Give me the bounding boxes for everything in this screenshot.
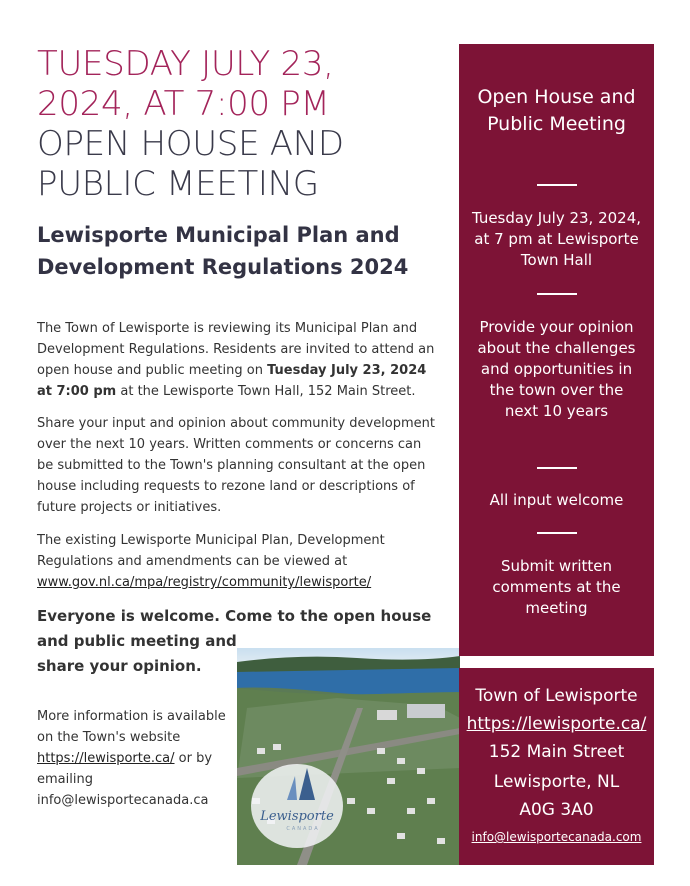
paragraph-intro-location: at the Lewisporte Town Hall, 152 Main Street. — [116, 384, 416, 399]
paragraph-intro-text: The Town of Lewisporte is reviewing its Municipal Plan and Development Regulations. Residents are invited to attend an open house and public meeting on — [37, 321, 435, 378]
more-info-text: More information is available on the Town's website — [37, 709, 226, 745]
panel-divider — [537, 467, 577, 469]
town-logo-badge — [251, 764, 343, 848]
paragraph-intro-date: Tuesday July 23, 2024 at 7:00 pm — [37, 363, 427, 399]
aerial-photo-illustration — [237, 648, 460, 865]
website-link[interactable]: https://lewisporte.ca/ — [37, 751, 175, 766]
contact-town: Town of Lewisporte — [475, 686, 638, 706]
panel-divider — [537, 293, 577, 295]
paragraph-input: Share your input and opinion about community development over the next 10 years. Written comments or concerns can be submitted to the Town's planning consultant at the open house including requests to rezone land or descriptions of future projects or initiatives. — [37, 416, 436, 515]
welcome-line-3: share your opinion. — [37, 657, 202, 675]
paragraph-existing-plan — [37, 530, 437, 593]
panel-date-time: Tuesday July 23, 2024, at 7 pm at Lewisporte Town Hall — [471, 209, 642, 269]
more-info-email: or by emailing info@lewisportecanada.ca — [37, 751, 213, 808]
subheading: Lewisporte Municipal Plan and Development Regulations 2024 — [37, 223, 409, 279]
summary-panel — [459, 44, 654, 656]
logo-text: Lewisporte — [260, 809, 334, 824]
panel-submit-comments: Submit written comments at the meeting — [492, 557, 621, 617]
contact-street: 152 Main Street — [488, 742, 625, 762]
welcome-line-2: and public meeting and — [37, 632, 237, 650]
contact-url-link[interactable]: https://lewisporte.ca/ — [466, 714, 647, 734]
welcome-line-1: Everyone is welcome. Come to the open house — [37, 607, 432, 625]
town-aerial-photo — [237, 648, 460, 865]
headline — [37, 44, 437, 204]
panel-input-welcome: All input welcome — [489, 491, 624, 509]
more-info — [37, 706, 227, 811]
registry-link[interactable]: www.gov.nl.ca/mpa/registry/community/lewisporte/ — [37, 575, 372, 590]
contact-city: Lewisporte, NL — [493, 772, 620, 792]
logo-subtext: CANADA — [286, 826, 320, 832]
panel-divider — [537, 532, 577, 534]
panel-divider — [537, 184, 577, 186]
panel-opinion: Provide your opinion about the challenges and opportunities in the town over the next 10 years — [477, 318, 636, 420]
headline-date: TUESDAY JULY 23, 2024, AT 7:00 PM — [37, 44, 334, 124]
paragraph-intro — [37, 318, 437, 402]
panel-title: Open House and Public Meeting — [477, 86, 636, 135]
headline-title: OPEN HOUSE AND PUBLIC MEETING — [37, 124, 344, 204]
paragraph-existing-plan-text: The existing Lewisporte Municipal Plan, Development Regulations and amendments can be viewed at — [37, 533, 385, 569]
contact-panel — [459, 668, 654, 865]
contact-email-link[interactable]: info@lewisportecanada.com — [471, 830, 642, 844]
contact-postal: A0G 3A0 — [519, 800, 594, 820]
contact-url — [459, 714, 654, 734]
contact-email — [459, 830, 654, 844]
